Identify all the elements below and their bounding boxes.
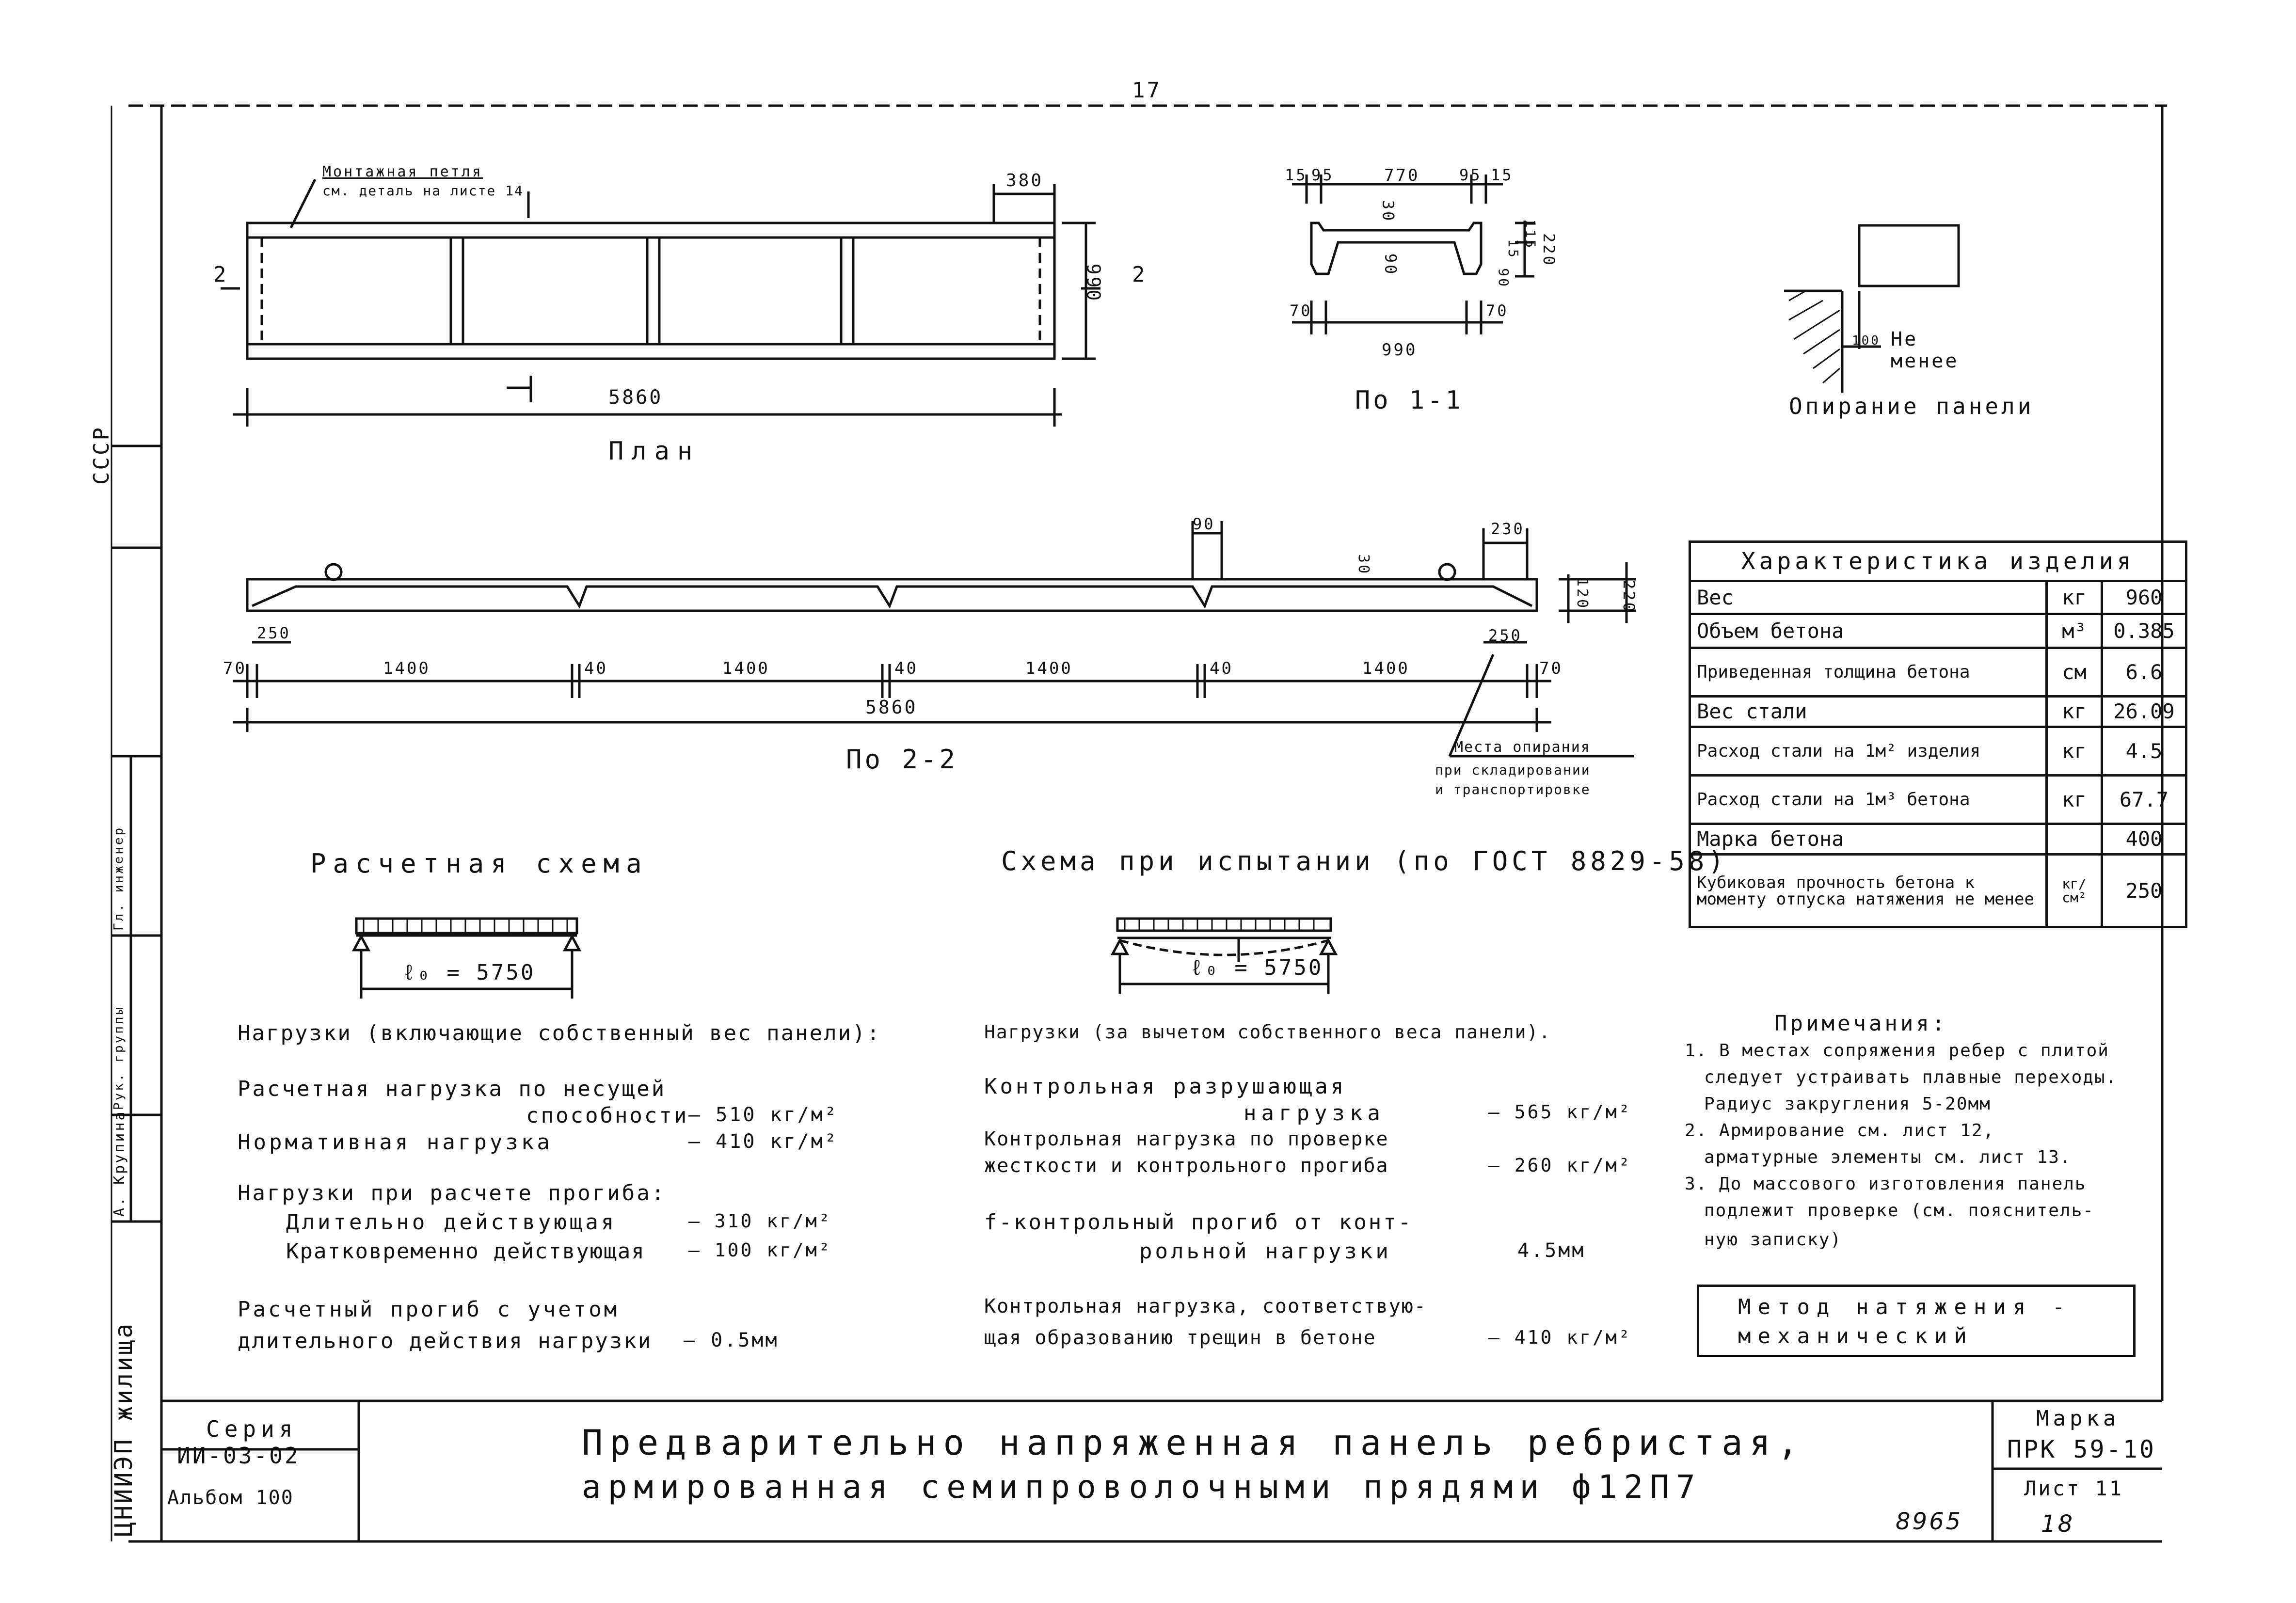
sec2-support-note-2: при складировании	[1435, 762, 1591, 778]
sec2-support-note-1: Места опирания	[1454, 739, 1591, 756]
series-label: Серия	[206, 1416, 298, 1442]
control-deflection-label-1: f-контрольный прогиб от конт-	[984, 1210, 1413, 1235]
sec2-dim-90: 90	[1193, 515, 1215, 533]
break-load-value: – 565 кг/м²	[1488, 1101, 1632, 1123]
spec-name: Приведенная толщина бетона	[1690, 648, 2047, 697]
plan-loop-note: Монтажная петля	[322, 163, 483, 180]
sec2-dim-70-right: 70	[1539, 659, 1563, 678]
handwritten-number-2: 18	[2041, 1510, 2075, 1538]
spec-name: Марка бетона	[1690, 824, 2047, 855]
crack-load-label-2: щая образованию трещин в бетоне	[984, 1327, 1376, 1349]
spec-name: Вес стали	[1690, 697, 2047, 727]
sec2-dim-40-1: 40	[584, 659, 608, 678]
deflection-loads-heading: Нагрузки при расчете прогиба:	[238, 1181, 667, 1206]
mark-label: Марка	[2036, 1406, 2120, 1431]
mark-value: ПРК 59-10	[2007, 1435, 2156, 1463]
spec-value: 0.385	[2102, 614, 2186, 648]
page-number: 17	[1132, 78, 1162, 103]
spec-value: 250	[2102, 855, 2186, 927]
control-deflection-label-2: рольной нагрузки	[1139, 1239, 1391, 1264]
spec-unit	[2047, 824, 2102, 855]
norm-load-label: Нормативная нагрузка	[238, 1130, 553, 1155]
spec-unit: см	[2047, 648, 2102, 697]
notes-title: Примечания:	[1774, 1011, 1948, 1036]
sec1-dim-70-left: 70	[1290, 302, 1312, 320]
spec-unit: кг/см²	[2047, 855, 2102, 927]
spec-value: 400	[2102, 824, 2186, 855]
note-line-6: 3. До массового изготовления панель	[1685, 1174, 2087, 1194]
long-load-value: – 310 кг/м²	[688, 1210, 832, 1232]
calc-load-label-1: Расчетная нагрузка по несущей	[238, 1077, 667, 1101]
tensioning-method-box	[1697, 1285, 2136, 1357]
spec-row-cube-strength	[1690, 855, 2186, 927]
spec-row-concrete-volume	[1690, 614, 2186, 648]
spec-value: 26.09	[2102, 697, 2186, 727]
calc-scheme-title: Расчетная схема	[310, 848, 649, 879]
sec2-dim-40-3: 40	[1210, 659, 1233, 678]
spec-unit: кг	[2047, 581, 2102, 614]
spec-table-title: Характеристика изделия	[1689, 540, 2187, 580]
spec-row-reduced-thickness	[1690, 648, 2186, 697]
sec2-dim-120: 120	[1574, 577, 1591, 610]
break-load-label-2: нагрузка	[1244, 1101, 1385, 1126]
sec1-dim-95-right: 95	[1459, 166, 1482, 184]
plan-dim-5860: 5860	[608, 386, 663, 409]
handwritten-number-1: 8965	[1896, 1508, 1963, 1535]
sec1-caption: По 1-1	[1355, 386, 1464, 415]
spec-unit: кг	[2047, 776, 2102, 824]
spec-row-weight	[1690, 581, 2186, 614]
spec-row-steel-weight	[1690, 697, 2186, 727]
series-value: ИИ-03-02	[177, 1443, 300, 1469]
sec2-dim-1400-4: 1400	[1362, 659, 1410, 678]
long-load-label: Длительно действующая	[286, 1210, 617, 1235]
note-line-8: ную записку)	[1704, 1230, 1842, 1250]
sec2-dim-250-right: 250	[1488, 626, 1522, 645]
sec1-dim-90: 90	[1381, 253, 1400, 276]
note-line-5: арматурные элементы см. лист 13.	[1704, 1147, 2072, 1167]
sec2-dim-1400-2: 1400	[722, 659, 770, 678]
sec2-dim-40-2: 40	[894, 659, 918, 678]
sec2-dim-220: 220	[1619, 580, 1638, 614]
sec2-dim-30: 30	[1355, 554, 1372, 576]
support-caption: Опирание панели	[1789, 393, 2034, 419]
spec-value: 67.7	[2102, 776, 2186, 824]
stiffness-load-value: – 260 кг/м²	[1488, 1155, 1632, 1176]
side-ussr: СССР	[89, 426, 114, 485]
sec1-dim-95-left: 95	[1311, 166, 1334, 184]
side-chief-engineer: Гл. инженер	[112, 825, 126, 931]
sec1-dim-115: 115	[1522, 219, 1539, 250]
spec-row-steel-per-m3	[1690, 776, 2186, 824]
plan-dim-380: 380	[1006, 171, 1044, 190]
loads-left-heading: Нагрузки (включающие собственный вес панели):	[238, 1021, 881, 1046]
plan-loop-note-ref: см. деталь на листе 14	[322, 183, 524, 199]
calc-deflection-label-2: длительного действия нагрузки	[238, 1329, 653, 1353]
sec1-dim-990: 990	[1382, 340, 1418, 360]
note-line-1: 1. В местах сопряжения ребер с плитой	[1685, 1041, 2109, 1061]
sec2-dim-70-left: 70	[223, 659, 247, 678]
tensioning-method-line-1: Метод натяжения -	[1738, 1295, 2072, 1319]
sec1-dim-770: 770	[1384, 166, 1420, 185]
side-author: А. Крупина	[111, 1110, 128, 1217]
spec-name: Кубиковая прочность бетона к моменту отпуска натяжения не менее	[1690, 855, 2047, 927]
spec-value: 6.6	[2102, 648, 2186, 697]
calc-scheme-span: ℓ₀ = 5750	[402, 960, 536, 985]
sec2-dim-5860: 5860	[865, 697, 918, 718]
sec1-dim-30: 30	[1379, 200, 1398, 223]
sec2-dim-230: 230	[1491, 520, 1525, 538]
spec-name: Расход стали на 1м² изделия	[1690, 727, 2047, 776]
sec2-support-note-3: и транспортировке	[1435, 781, 1591, 797]
spec-value: 960	[2102, 581, 2186, 614]
plan-dim-990: 990	[1083, 263, 1104, 303]
tensioning-method-line-2: механический	[1738, 1324, 1974, 1349]
spec-name: Объем бетона	[1690, 614, 2047, 648]
note-line-4: 2. Армирование см. лист 12,	[1685, 1121, 1995, 1141]
sec1-dim-70-right: 70	[1486, 302, 1509, 320]
calc-load-value: – 510 кг/м²	[688, 1104, 838, 1126]
spec-value: 4.5	[2102, 727, 2186, 776]
short-load-value: – 100 кг/м²	[688, 1239, 832, 1261]
crack-load-label-1: Контрольная нагрузка, соответствую-	[984, 1295, 1427, 1317]
drawing-title-line-1: Предварительно напряженная панель ребристая,	[582, 1422, 1805, 1463]
sec1-dim-15-left: 15	[1285, 166, 1307, 184]
sec2-caption: По 2-2	[846, 744, 958, 775]
sec1-dim-15-right: 15	[1491, 166, 1514, 184]
drawing-title-line-2: армированная семипроволочными прядями ф12П7	[582, 1468, 1702, 1506]
plan-caption: План	[608, 437, 701, 466]
calc-deflection-value: – 0.5мм	[684, 1329, 779, 1351]
sec2-dim-1400-1: 1400	[383, 659, 430, 678]
sec1-dim-15: 15	[1505, 239, 1521, 259]
break-load-label-1: Контрольная разрушающая	[984, 1074, 1347, 1099]
short-load-label: Кратковременно действующая	[286, 1239, 645, 1264]
spec-table	[1689, 540, 2187, 928]
note-line-7: подлежит проверке (см. пояснитель-	[1704, 1201, 2094, 1221]
support-dim-100: 100	[1852, 333, 1881, 348]
calc-deflection-label-1: Расчетный прогиб с учетом	[238, 1297, 620, 1322]
calc-load-label-2: способности	[526, 1103, 689, 1128]
spec-unit: м³	[2047, 614, 2102, 648]
plan-section-mark-left: 2	[213, 262, 228, 287]
stiffness-load-label-1: Контрольная нагрузка по проверке	[984, 1128, 1389, 1150]
spec-row-concrete-grade	[1690, 824, 2186, 855]
norm-load-value: – 410 кг/м²	[688, 1130, 838, 1153]
side-group-head: Рук. группы	[112, 1005, 126, 1110]
spec-name: Вес	[1690, 581, 2047, 614]
support-note-1: Не	[1891, 328, 1918, 350]
spec-row-steel-per-m2	[1690, 727, 2186, 776]
spec-unit: кг	[2047, 727, 2102, 776]
test-scheme-span: ℓ₀ = 5750	[1190, 955, 1323, 980]
loads-middle-heading: Нагрузки (за вычетом собственного веса панели).	[984, 1021, 1551, 1043]
support-note-2: менее	[1891, 350, 1959, 372]
stiffness-load-label-2: жесткости и контрольного прогиба	[984, 1155, 1389, 1177]
side-institute: ЦНИИЭП жилища	[110, 1321, 138, 1537]
sheet-number: Лист 11	[2024, 1476, 2124, 1500]
spec-name: Расход стали на 1м³ бетона	[1690, 776, 2047, 824]
sec2-dim-250-left: 250	[257, 624, 291, 642]
note-line-2: следует устраивать плавные переходы.	[1704, 1067, 2118, 1087]
sec1-dim-220: 220	[1539, 233, 1558, 267]
note-line-3: Радиус закругления 5-20мм	[1704, 1094, 1991, 1114]
sec1-dim-90-right: 90	[1495, 268, 1512, 288]
spec-unit: кг	[2047, 697, 2102, 727]
crack-load-value: – 410 кг/м²	[1488, 1327, 1632, 1348]
control-deflection-value: 4.5мм	[1517, 1239, 1586, 1262]
plan-section-mark-right: 2	[1132, 262, 1147, 287]
sec2-dim-1400-3: 1400	[1025, 659, 1073, 678]
album-label: Альбом 100	[167, 1487, 294, 1509]
test-scheme-title: Схема при испытании (по ГОСТ 8829-58)	[1001, 846, 1728, 876]
